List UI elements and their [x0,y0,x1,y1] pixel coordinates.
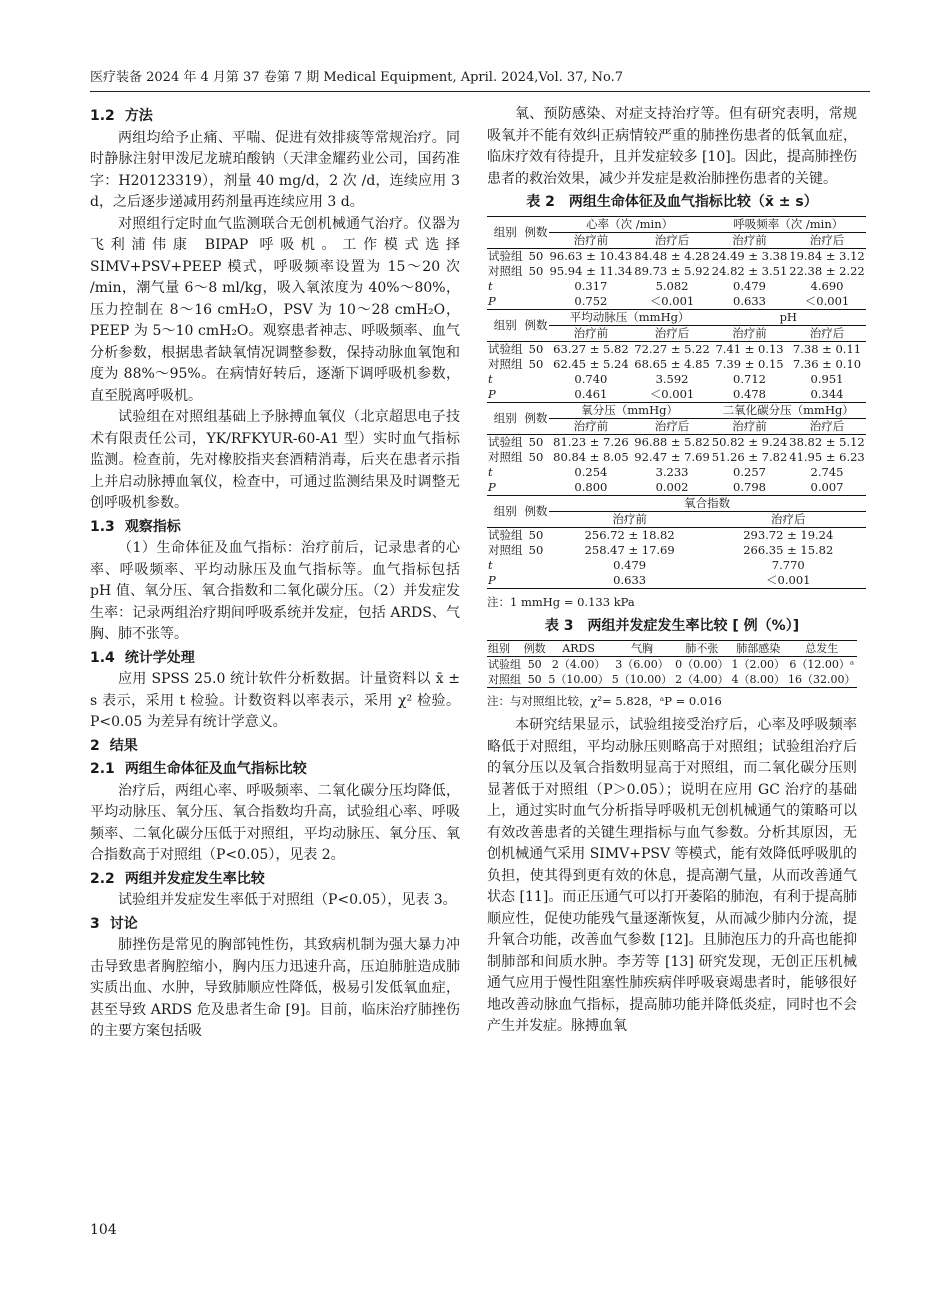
table-cell: ＜0.001 [649,386,695,401]
table-row [487,248,866,264]
table-cell: 对照组 [488,356,523,371]
table-cell: 24.82 ± 3.51 [711,263,788,278]
table-row [487,672,857,688]
table-row [487,465,866,480]
table-cell: 7.41 ± 0.13 [711,341,788,357]
table-cell: 3（6.00） [615,657,669,671]
table-cell: 0（0.00） [675,657,729,671]
table-cell: 总发生 [786,640,857,656]
table-cell: ARDS [547,640,610,656]
table-cell: pH [711,309,866,325]
table-cell: 50 [528,542,544,557]
table-cell: 92.47 ± 7.69 [634,449,710,464]
table-cell: 气胸 [610,640,673,656]
table-cell: 治疗后 [633,232,710,248]
table-cell: 72.27 ± 5.22 [634,341,710,356]
table-cell: 41.95 ± 6.23 [789,449,865,464]
table-cell: 例数 [523,641,546,655]
table-row [487,341,866,357]
table-row [487,357,866,372]
table-cell: 24.49 ± 3.38 [711,248,788,263]
table-cell: 组别 [487,640,523,656]
table2-caption: 表 2 两组生命体征及血气指标比较（x̄ ± s） [526,194,818,210]
table-cell: 0.633 [733,293,766,308]
table-cell: 呼吸频率（次 /min） [711,216,866,232]
table-cell: 266.35 ± 15.82 [743,542,834,557]
table-cell: 0.752 [574,293,608,308]
table-row [487,543,866,558]
table-cell: 试验组 [488,248,523,263]
table-cell: 0.007 [810,479,844,494]
section-heading: 2 结果 [90,737,138,754]
paragraph: 治疗后，两组心率、呼吸频率、二氧化碳分压均降低，平均动脉压、氧分压、氧合指数均升高，试验组心率、呼吸频率、二氧化碳分压低于对照组，平均动脉压、氧分压、氧合指数高于对照组（P<0.05），见表 2。 [90,782,460,863]
table-cell: P [488,293,496,308]
table-cell: 96.88 ± 5.82 [634,434,710,449]
table-cell: 2（4.00） [675,672,729,686]
table-cell: 3.592 [655,371,689,386]
table-cell: 50.82 ± 9.24 [711,434,788,449]
table-cell: 治疗后 [711,511,866,527]
table-cell: 89.73 ± 5.92 [634,263,710,278]
table-cell: 肺不张 [674,640,730,656]
table-cell: 80.84 ± 8.05 [553,449,629,464]
table-cell: 治疗后 [788,418,865,434]
table-cell: 0.257 [733,464,766,479]
table-cell: 0.461 [574,386,608,401]
right-column [487,104,865,1038]
table-cell: 组别 [487,495,524,527]
table-row [487,372,866,387]
table-cell: ＜0.001 [711,573,866,589]
table-cell: 19.84 ± 3.12 [789,248,865,263]
table-cell [524,573,549,589]
table-cell: 0.317 [574,278,608,293]
table-cell: 81.23 ± 7.26 [549,434,634,450]
table-cell [524,372,549,387]
table-cell: 0.800 [574,479,608,494]
table-cell: 例数 [524,309,549,341]
table-cell: 6（12.00）ᵃ [789,657,855,671]
table-row [487,279,866,294]
table-cell: 22.38 ± 2.22 [789,263,865,278]
table-cell: ＜0.001 [649,293,695,308]
table-cell: 0.002 [655,479,689,494]
table-cell: 治疗前 [711,232,788,248]
table-cell: P [488,386,496,401]
table2-note: 注：1 mmHg = 0.133 kPa [487,594,635,609]
table-cell: 50 [527,657,542,671]
table-row [487,573,866,589]
table-row [487,558,866,573]
table-cell: 对照组 [488,263,523,278]
table-row [487,387,866,403]
table-cell [524,465,549,480]
table-row [487,434,866,450]
paragraph: 对照组行定时血气监测联合无创机械通气治疗。仪器为飞利浦伟康 BIPAP 呼吸机。工作模式选择 SIMV+PSV+PEEP 模式，呼吸频率设置为 15～20 次 /min，潮气量 6～8 ml/kg，吸入氧浓度为 40%～80%，压力控制在 8～16 cmH₂O，PSV 为 10～28 cmH₂O，PEEP 为 5～10 cmH₂O。观察患者神志、呼吸频率、血气分析参数，根据患者缺氧情况调整参数，保持动脉血氧饱和度为 88%～95%。在病情好转后，逐渐下调呼吸机参数，直至脱离呼吸机。 [90,215,460,404]
table-cell: 96.63 ± 10.43 [549,248,633,263]
section-heading: 1.4 统计学处理 [90,649,195,666]
section-heading: 2.1 两组生命体征及血气指标比较 [90,761,307,777]
table-cell: t [488,371,493,386]
table-row [487,294,866,310]
table-cell: 50 [524,341,549,357]
table-cell: 84.48 ± 4.28 [634,248,710,263]
paragraph: 本研究结果显示，试验组接受治疗后，心率及呼吸频率略低于对照组，平均动脉压则略高于对照组；试验组治疗后的氧分压以及氧合指数明显高于对照组，而二氧化碳分压则显著低于对照组（P＞0.05）；说明在应用 GC 治疗的基础上，通过实时血气分析指导呼吸机无创机械通气的策略可以有效改善患者的关键生理指标与血气参数。分析其原因，无创机械通气采用 SIMV+PSV 等模式，能有效降低呼吸肌的负担，使其得到更有效的休息，提高潮气量，从而改善通气状态 [11]。而正压通气可以打开萎陷的肺泡，有利于提高肺顺应性，促使功能残气量逐渐恢复，从而减少肺内分流，提升氧合功能，改善血气参数 [12]。且肺泡压力的升高也能抑制肺部和间质水肿。李芳等 [13] 研究发现，无创正压机械通气应用于慢性阻塞性肺疾病伴呼吸衰竭患者时，能够很好地改善动脉血气指标，提高肺功能并降低炎症，同时也不会产生并发症。脉搏血氧 [487,717,857,1034]
table-cell: 对照组 [488,542,523,557]
table-cell: 4（8.00） [731,672,785,686]
table-cell: 50 [524,434,549,450]
table-cell: 例数 [524,402,549,434]
table-cell: 7.770 [771,557,805,572]
table-cell: 0.951 [810,371,844,386]
table-cell: 3.233 [655,464,689,479]
table-cell: 7.38 ± 0.11 [788,341,865,357]
table-cell: 0.712 [733,371,766,386]
table-cell: 62.45 ± 5.24 [553,356,629,371]
table-cell: 试验组 [488,527,523,542]
table-cell: 试验组 [488,341,523,356]
table-cell: 治疗后 [633,325,710,341]
table-cell: 256.72 ± 18.82 [549,527,711,543]
paragraph: 应用 SPSS 25.0 统计软件分析数据。计量资料以 x̄ ± s 表示，采用 t 检验。计数资料以率表示，采用 χ² 检验。P<0.05 为差异有统计学意义。 [90,671,460,730]
table-cell: 组别 [487,309,524,341]
page-number: 104 [90,1222,117,1238]
table-cell: 氧分压（mmHg） [549,402,711,418]
table-cell: 0.254 [574,464,608,479]
table-cell: 治疗前 [711,418,788,434]
paragraph: 试验组在对照组基础上予脉搏血氧仪（北京超思电子技术有限责任公司，YK/RFKYUR-60-A1 型）实时血气指标监测。检查前，先对橡胶指夹套酒精消毒，后夹在患者示指上并启动脉搏血氧仪，检查中，可通过监测结果及时调整无创呼吸机参数。 [90,409,460,511]
table-cell: 95.94 ± 11.34 [549,263,633,278]
table-cell: 肺部感染 [730,640,786,656]
table-cell: 治疗前 [711,325,788,341]
table-cell: 0.479 [733,278,766,293]
table-cell: 50 [528,263,544,278]
table-cell [524,480,549,496]
table-cell [524,558,549,573]
table-cell: 2.745 [810,464,844,479]
table-header-row [487,216,866,232]
table-cell: 5.082 [655,278,689,293]
table3 [487,640,857,688]
table-cell: 二氧化碳分压（mmHg） [711,402,866,418]
table-row [487,480,866,496]
table-cell: 治疗后 [788,232,865,248]
table-cell: 2（4.00） [551,657,606,671]
table-cell: 例数 [524,216,549,248]
table-cell: ＜0.001 [804,293,850,308]
table-cell: t [488,464,493,479]
table-cell: 平均动脉压（mmHg） [549,309,711,325]
paragraph: （1）生命体征及血气指标：治疗前后，记录患者的心率、呼吸频率、平均动脉压及血气指标等。血气指标包括 pH 值、氧分压、氧合指数和二氧化碳分压。（2）并发症发生率：记录两组治疗期间呼吸系统并发症，包括 ARDS、气胸、肺不张等。 [90,540,460,642]
table-cell: 50 [524,527,549,543]
table-cell: 38.82 ± 5.12 [789,434,865,449]
table-cell: 例数 [524,495,549,527]
table-cell: 0.633 [549,573,711,589]
table-cell [524,279,549,294]
table-cell [524,387,549,403]
paragraph: 氧、预防感染、对症支持治疗等。但有研究表明，常规吸氧并不能有效纠正病情较严重的肺挫伤患者的低氧血症，临床疗效有待提升，且并发症较多 [10]。因此，提高肺挫伤患者的救治效果，减少并发症是救治肺挫伤患者的关键。 [487,106,857,187]
table-cell: 心率（次 /min） [549,216,711,232]
table-cell: 4.690 [810,278,844,293]
table-cell: 氧合指数 [549,495,866,511]
table-row [487,527,866,543]
table2 [487,216,866,589]
table-cell: 68.65 ± 4.85 [634,356,710,371]
section-heading: 3 讨论 [90,915,138,932]
section-heading: 1.2 方法 [90,108,153,124]
table-cell: 治疗前 [549,325,634,341]
table3-caption: 表 3 两组并发症发生率比较 [ 例（%）] [544,618,800,634]
table-cell: 50 [524,248,549,264]
table-cell: 5（10.00） [611,672,673,686]
table-cell: 治疗前 [549,511,711,527]
table-cell: 7.36 ± 0.10 [792,356,862,371]
table-cell: 对照组 [488,672,521,686]
table-cell: 16（32.00） [787,672,856,686]
table-cell: P [487,573,524,589]
table-cell: 7.39 ± 0.15 [715,356,784,371]
table-cell: 50 [528,449,544,464]
table-header-row [487,640,857,656]
table-cell: 50 [528,356,544,371]
table-cell: 治疗后 [788,325,865,341]
table-cell: 组别 [487,216,524,248]
table-cell: 组别 [487,402,524,434]
table-cell: 对照组 [488,449,523,464]
table-cell: 50 [523,672,547,688]
section-heading: 2.2 两组并发症发生率比较 [90,870,265,887]
table-cell: 258.47 ± 17.69 [584,542,675,557]
table-cell: 治疗前 [549,418,634,434]
table-cell: 0.344 [810,386,844,401]
table-header-row [487,495,866,511]
table-cell: 治疗前 [549,232,634,248]
table-cell [524,294,549,310]
table-cell: 5（10.00） [548,672,609,686]
paragraph: 两组均给予止痛、平喘、促进有效排痰等常规治疗。同时静脉注射甲泼尼龙琥珀酸钠（天津金耀药业公司，国药准字：H20123319），剂量 40 mg/d，2 次 /d，连续应用 3 d，之后逐步递减用药剂量再连续应用 3 d。 [90,129,460,210]
running-header: 医疗装备 2024 年 4 月第 37 卷第 7 期 Medical Equipment, April. 2024,Vol. 37, No.7 [90,66,870,92]
table-cell: 0.479 [613,557,647,572]
paragraph: 试验组并发症发生率低于对照组（P<0.05），见表 3。 [118,892,457,908]
table-row [487,264,866,279]
table-header-row [487,402,866,418]
table-cell: t [488,278,493,293]
table-cell: 293.72 ± 19.24 [711,527,866,543]
paragraph: 肺挫伤是常见的胸部钝性伤，其致病机制为强大暴力冲击导致患者胸腔缩小，胸内压力迅速升高，压迫肺脏造成肺实质出血、水肿，导致肺顺应性降低，极易引发低氧血症，甚至导致 ARDS 危及患者生命 [9]。目前，临床治疗肺挫伤的主要方案包括吸 [90,937,460,1039]
table-row [487,450,866,465]
table-header-row [487,309,866,325]
table-row [487,656,857,672]
table-cell: 51.26 ± 7.82 [711,449,788,464]
table-cell: 0.478 [733,386,766,401]
table-cell: 试验组 [488,434,523,449]
table-cell: 0.798 [733,479,766,494]
left-column [90,104,460,1043]
table-cell: 治疗后 [633,418,710,434]
table3-note: 注：与对照组比较，χ²= 5.828，ᵃP = 0.016 [487,693,722,708]
table-cell: 0.740 [574,371,608,386]
table-cell: 试验组 [488,657,521,671]
table-cell: t [488,557,493,572]
section-heading: 1.3 观察指标 [90,518,181,535]
table-cell: P [488,479,496,494]
table-cell: 1（2.00） [731,657,785,671]
table-cell: 63.27 ± 5.82 [549,341,634,357]
